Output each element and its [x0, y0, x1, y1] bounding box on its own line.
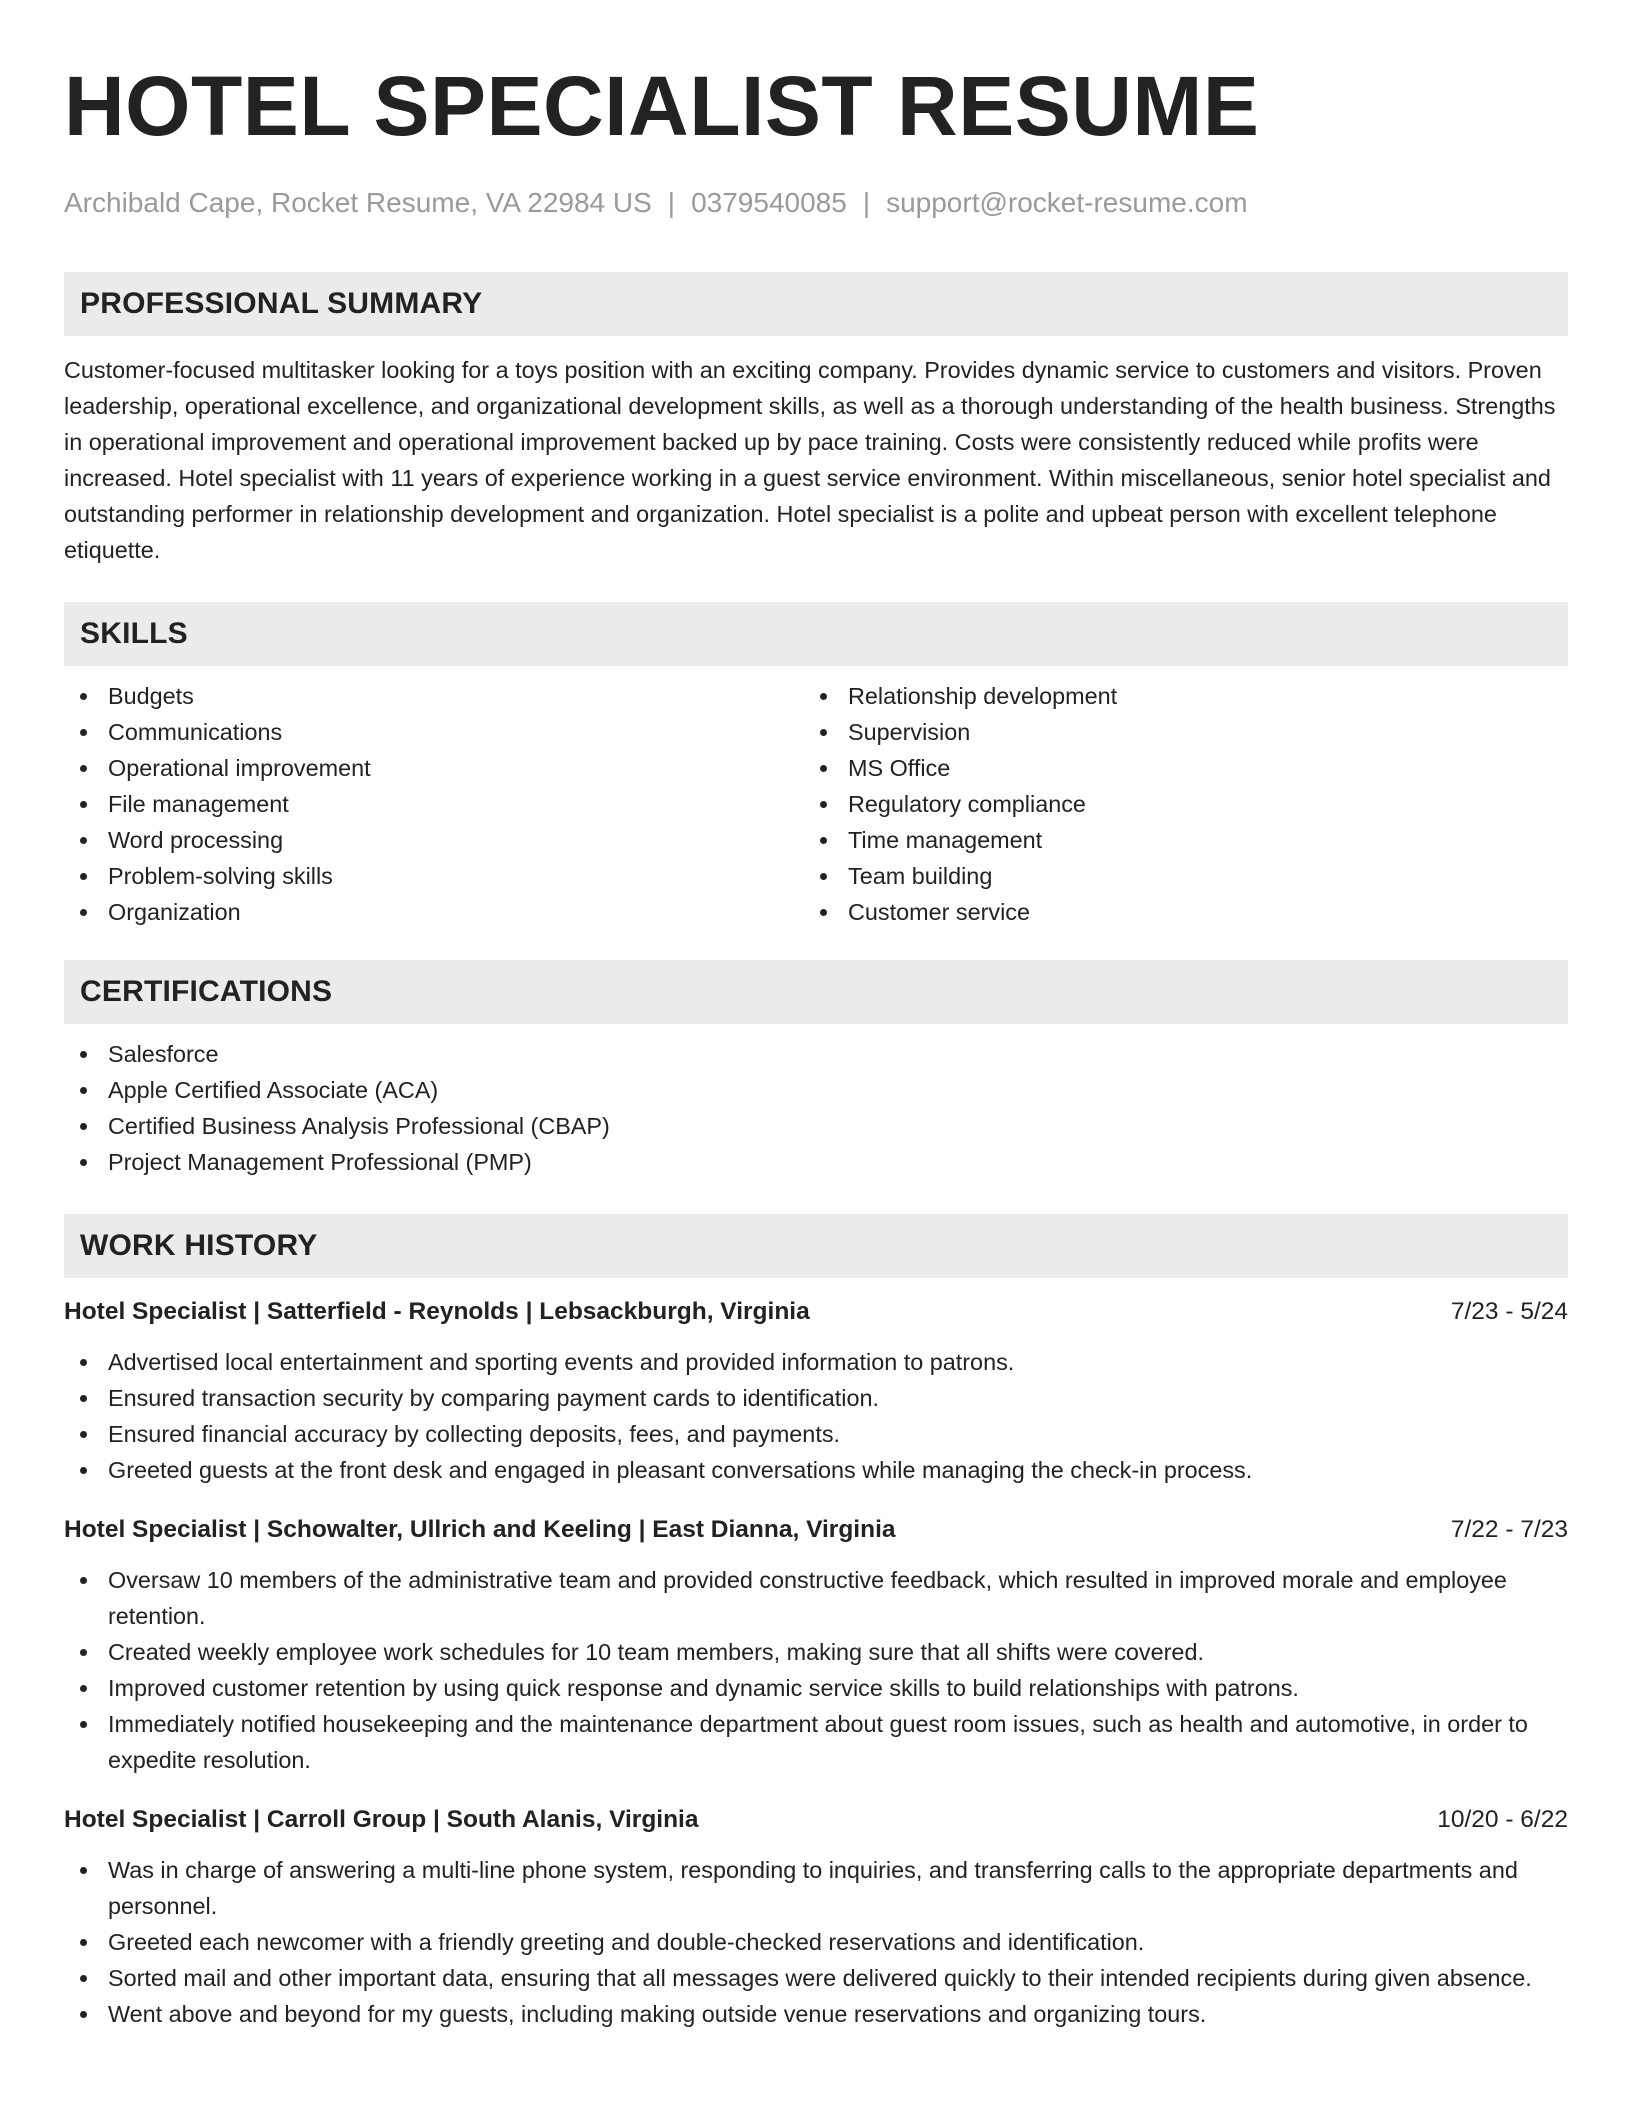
skill-item: Customer service [804, 894, 1544, 930]
skill-item: Operational improvement [64, 750, 804, 786]
certifications-heading: CERTIFICATIONS [64, 960, 1568, 1024]
certification-item: Project Management Professional (PMP) [64, 1144, 1568, 1180]
job-bullet: Improved customer retention by using quick response and dynamic service skills to build relationships with patrons. [64, 1670, 1568, 1706]
job-bullets [64, 1344, 1568, 1488]
job-entry [64, 1512, 1568, 1778]
skills-list-right [804, 678, 1544, 930]
summary-text: Customer-focused multitasker looking for a toys position with an exciting company. Provides dynamic service to customers and visitors. Proven leadership, operational excellence, and organizational development skills, as well as a thorough understanding of the health business. Strengths in operational improvement and operational improvement backed up by pace training. Costs were consistently reduced while profits were increased. Hotel specialist with 11 years of experience working in a guest service environment. Within miscellaneous, senior hotel specialist and outstanding performer in relationship development and organization. Hotel specialist is a polite and upbeat person with excellent telephone etiquette. [64, 356, 1556, 563]
page-title: HOTEL SPECIALIST RESUME [64, 59, 1260, 153]
job-title: Hotel Specialist | Schowalter, Ullrich and Keeling | East Dianna, Virginia [64, 1515, 896, 1543]
skills-heading: SKILLS [64, 602, 1568, 666]
skills-grid [64, 678, 1568, 930]
summary-heading: PROFESSIONAL SUMMARY [64, 272, 1568, 336]
contact-line [64, 186, 1568, 220]
job-dates: 10/20 - 6/22 [1437, 1805, 1568, 1833]
job-bullets [64, 1852, 1568, 2032]
certification-item: Apple Certified Associate (ACA) [64, 1072, 1568, 1108]
job-bullet: Ensured financial accuracy by collecting deposits, fees, and payments. [64, 1416, 1568, 1452]
skill-item: MS Office [804, 750, 1544, 786]
job-title: Hotel Specialist | Satterfield - Reynolds | Lebsackburgh, Virginia [64, 1297, 810, 1325]
job-bullet: Went above and beyond for my guests, including making outside venue reservations and organizing tours. [64, 1996, 1568, 2032]
job-bullet: Immediately notified housekeeping and the maintenance department about guest room issues, such as health and automotive, in order to expedite resolution. [64, 1706, 1568, 1778]
skill-item: Time management [804, 822, 1544, 858]
skill-item: Regulatory compliance [804, 786, 1544, 822]
skill-item: Organization [64, 894, 804, 930]
job-bullet: Was in charge of answering a multi-line phone system, responding to inquiries, and transferring calls to the appropriate departments and personnel. [64, 1852, 1568, 1924]
job-dates: 7/23 - 5/24 [1450, 1297, 1568, 1325]
job-bullet: Ensured transaction security by comparing payment cards to identification. [64, 1380, 1568, 1416]
job-bullet: Greeted each newcomer with a friendly greeting and double-checked reservations and identification. [64, 1924, 1568, 1960]
job-bullet: Greeted guests at the front desk and engaged in pleasant conversations while managing the check-in process. [64, 1452, 1568, 1488]
certification-item: Certified Business Analysis Professional (CBAP) [64, 1108, 1568, 1144]
certifications-list [64, 1036, 1568, 1180]
certification-item: Salesforce [64, 1036, 1568, 1072]
skill-item: Problem-solving skills [64, 858, 804, 894]
job-dates: 7/22 - 7/23 [1450, 1515, 1568, 1543]
job-header [64, 1512, 1568, 1548]
contact-address: Archibald Cape, Rocket Resume, VA 22984 US [64, 187, 652, 218]
skill-item: Relationship development [804, 678, 1544, 714]
job-bullet: Sorted mail and other important data, ensuring that all messages were delivered quickly to their intended recipients during given absence. [64, 1960, 1568, 1996]
work-history-heading: WORK HISTORY [64, 1214, 1568, 1278]
contact-phone: 0379540085 [691, 187, 847, 218]
job-bullet: Advertised local entertainment and sporting events and provided information to patrons. [64, 1344, 1568, 1380]
job-bullet: Created weekly employee work schedules for 10 team members, making sure that all shifts were covered. [64, 1634, 1568, 1670]
skills-list-left [64, 678, 804, 930]
job-header [64, 1802, 1568, 1838]
contact-separator: | [862, 187, 871, 218]
job-bullet: Oversaw 10 members of the administrative team and provided constructive feedback, which resulted in improved morale and employee retention. [64, 1562, 1568, 1634]
contact-separator: | [667, 187, 676, 218]
job-bullets [64, 1562, 1568, 1778]
job-entry [64, 1294, 1568, 1488]
skill-item: Budgets [64, 678, 804, 714]
skill-item: Supervision [804, 714, 1544, 750]
job-entry [64, 1802, 1568, 2032]
skill-item: Team building [804, 858, 1544, 894]
skill-item: Word processing [64, 822, 804, 858]
job-header [64, 1294, 1568, 1330]
skill-item: File management [64, 786, 804, 822]
job-title: Hotel Specialist | Carroll Group | South Alanis, Virginia [64, 1805, 699, 1833]
skill-item: Communications [64, 714, 804, 750]
contact-email[interactable]: support@rocket-resume.com [886, 187, 1248, 218]
